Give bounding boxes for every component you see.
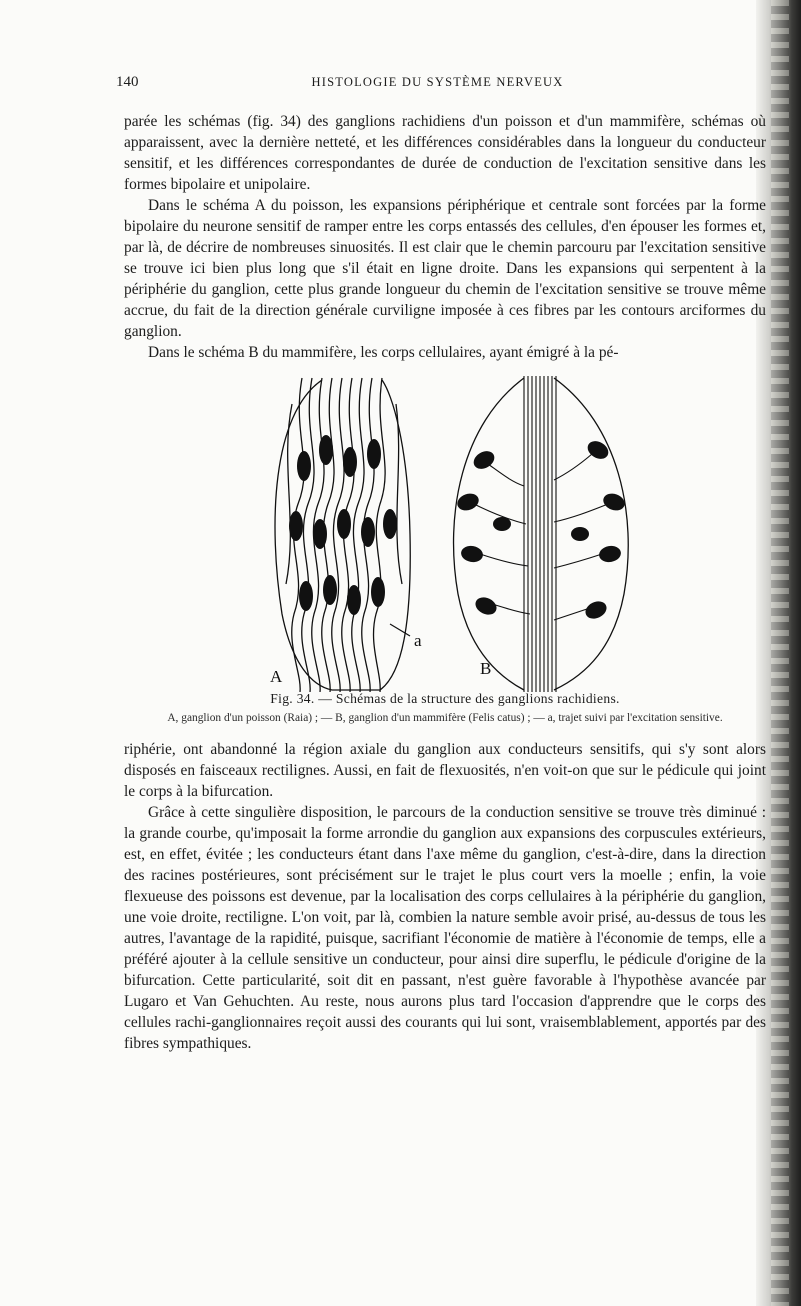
ganglion-b-outline (454, 378, 629, 690)
binding-texture (771, 0, 789, 1306)
cell-bodies-b (455, 438, 627, 622)
paragraph: riphérie, ont abandonné la région axiale du ganglion aux conducteurs sensitifs, qui s'y sont alors disposés en faisceaux rectilignes. Aussi, en fait de flexuosités, n'en voit-on que sur le pédicule qui joint le corps à la bifurcation. (124, 741, 766, 800)
axial-bundle-b (524, 376, 556, 692)
cell-bodies-a (289, 435, 397, 615)
schema-a-fish-ganglion (270, 378, 422, 692)
label-a: A (270, 667, 283, 686)
paragraph: Dans le schéma B du mammifère, les corps cellulaires, ayant émigré à la pé- (148, 344, 619, 361)
text-block-top (124, 111, 766, 363)
paragraph: parée les schémas (fig. 34) des ganglions rachidiens d'un poisson et d'un mammifère, schémas où apparaissent, avec la dernière netteté, et les différences considérables dans la longueur du conducteur sensitif, et les différences correspondantes de durée de conduction de l'excitation sensitive dans les formes bipolaire et unipolaire. (124, 113, 766, 193)
trajet-marker-a (390, 624, 410, 636)
schema-b-mammal-ganglion (454, 376, 629, 692)
figure-caption-text: A, ganglion d'un poisson (Raia) ; — B, ganglion d'un mammifère (Felis catus) ; — a, trajet suivi par l'excitation sensitive. (167, 712, 723, 724)
paragraph: Dans le schéma A du poisson, les expansions périphérique et centrale sont forcées par la forme bipolaire du neurone sensitif de ramper entre les corps entassés des cellules, d'en épouser les formes et, par là, de décrire de nombreuses sinuosités. Il est clair que le chemin parcouru par l'excitation sensitive se trouve ici bien plus long que s'il était en ligne droite. Dans les expansions qui serpentent à la périphérie du ganglion, cette plus grande longueur du chemin de l'excitation sensitive se trouve même accrue, du fait de la direction générale curviligne imposée à ces fibres par les contours arciformes du ganglion. (124, 197, 766, 340)
text-block-bottom (124, 739, 766, 1054)
running-head: HISTOLOGIE DU SYSTÈME NERVEUX (311, 75, 564, 89)
label-small-a: a (414, 631, 422, 650)
paragraph: Grâce à cette singulière disposition, le parcours de la conduction sensitive se trouve très diminué : la grande courbe, qu'imposait la forme arrondie du ganglion aux expansions des corpuscules extérieurs, est, en effet, évitée ; les conducteurs étant dans l'axe même du ganglion, c'est-à-dire, dans la direction des racines postérieures, sont précisément sur le trajet le plus court vers la moelle ; enfin, la voie flexueuse des poissons est devenue, par la localisation des corps cellulaires à la périphérie du ganglion, une voie droite, rectiligne. L'on voit, par là, combien la nature semble avoir prisé, au-dessus de tous les autres, l'avantage de la rapidité, puisque, sacrifiant l'économie de matière à l'économie de temps, elle a préféré ajouter à la cellule sensitive un conducteur, pour ainsi dire superflu, le pédicule d'origine de la bifurcation. Cette particularité, soit dit en passant, n'est guère favorable à l'hypothèse avancée par Lugaro et Van Gehuchten. Au reste, nous aurons plus tard l'occasion d'apprendre que le corps des cellules rachi-ganglionnaires reçoit aussi des courants qui lui sont, vraisemblablement, apportés par des fibres sympathiques. (124, 804, 766, 1052)
label-b: B (480, 659, 492, 678)
page-number: 140 (116, 74, 139, 90)
page-header (110, 74, 765, 96)
figure-caption-title: Fig. 34. — Schémas de la structure des ganglions rachidiens. (270, 691, 620, 706)
figure-ganglion-schemas (262, 374, 642, 692)
